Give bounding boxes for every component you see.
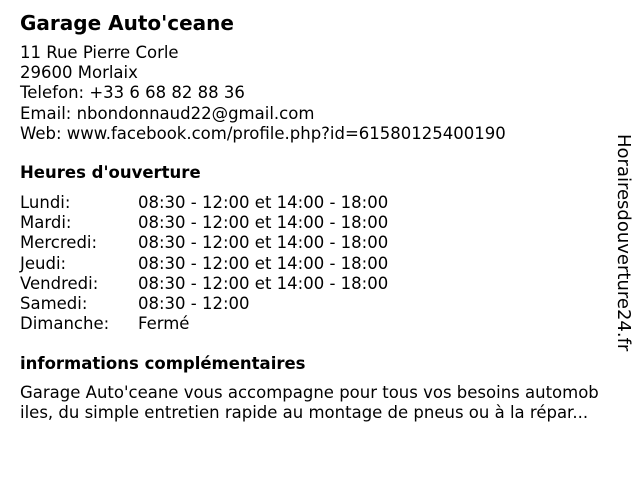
site-watermark: Horairesdouverture24.fr [613,134,634,352]
hours-value: 08:30 - 12:00 et 14:00 - 18:00 [138,193,389,212]
opening-hours-heading: Heures d'ouverture [20,163,201,182]
contact-block [20,43,506,144]
day-label: Mardi: [20,213,72,233]
phone-number[interactable]: Telefon: +33 6 68 82 88 36 [20,83,245,103]
business-name: Garage Auto'ceane [20,11,234,35]
day-label: Lundi: [20,193,71,212]
email-address[interactable]: Email: nbondonnaud22@gmail.com [20,103,315,123]
hours-value: 08:30 - 12:00 et 14:00 - 18:00 [138,253,389,273]
day-label: Dimanche: [20,314,110,334]
hours-value: Fermé [138,314,190,334]
address-street: 11 Rue Pierre Corle [20,43,179,62]
hours-value: 08:30 - 12:00 et 14:00 - 18:00 [138,233,389,253]
address-city: 29600 Morlaix [20,63,138,83]
day-label: Vendredi: [20,273,99,293]
hours-value: 08:30 - 12:00 et 14:00 - 18:00 [138,273,389,293]
day-label: Mercredi: [20,233,98,253]
hours-value: 08:30 - 12:00 et 14:00 - 18:00 [138,213,389,233]
day-label: Samedi: [20,293,88,313]
business-description [20,383,630,423]
additional-info-heading: informations complémentaires [20,354,306,373]
description-line: Garage Auto'ceane vous accompagne pour tous vos besoins automob [20,383,599,402]
description-line: iles, du simple entretien rapide au montage de pneus ou à la répar... [20,403,589,423]
day-label: Jeudi: [20,253,67,273]
hours-value: 08:30 - 12:00 [138,293,250,313]
website-link[interactable]: Web: www.facebook.com/profile.php?id=61580125400190 [20,123,506,143]
